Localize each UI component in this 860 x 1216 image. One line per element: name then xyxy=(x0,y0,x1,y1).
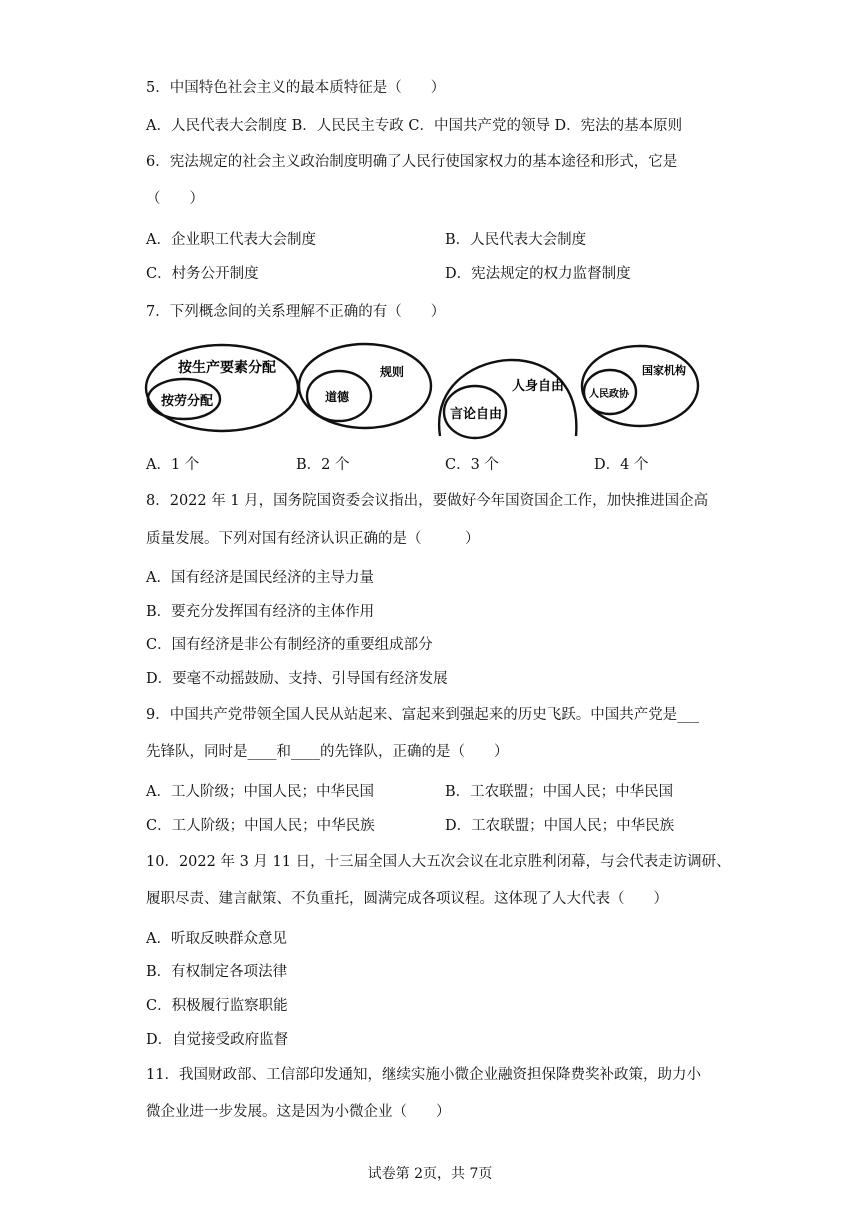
d4-inner-label: 人民政协 xyxy=(589,389,629,400)
q10-stem: 10．2022 年 3 月 11 日，十三届全国人大五次会议在北京胜利闭幕，与会代表走访调研、 xyxy=(146,854,731,870)
q6-stem-cont: （ ） xyxy=(146,191,204,207)
q11-stem-cont: 微企业进一步发展。这是因为小微企业（ ） xyxy=(146,1104,451,1120)
q9-option-b: B．工农联盟；中国人民；中华民国 xyxy=(445,784,674,800)
q6-option-d: D．宪法规定的权力监督制度 xyxy=(445,266,631,282)
q10-option-d: D．自觉接受政府监督 xyxy=(146,1032,289,1048)
q7-option-d: D．4 个 xyxy=(594,457,649,473)
q5-options: A．人民代表大会制度 B．人民民主专政 C．中国共产党的领导 D．宪法的基本原则 xyxy=(146,118,683,134)
q10-option-b: B．有权制定各项法律 xyxy=(146,964,288,980)
concept-relationship-diagram xyxy=(140,342,706,440)
q10-option-a: A．听取反映群众意见 xyxy=(146,931,287,947)
q5-stem: 5．中国特色社会主义的最本质特征是（ ） xyxy=(146,80,446,96)
q6-option-b: B．人民代表大会制度 xyxy=(445,232,587,248)
q7-option-b: B．2 个 xyxy=(296,457,350,473)
d3-inner-label: 言论自由 xyxy=(450,407,503,422)
q7-stem: 7．下列概念间的关系理解不正确的有（ ） xyxy=(146,304,446,320)
q9-stem: 9．中国共产党带领全国人民从站起来、富起来到强起来的历史飞跃。中国共产党是___ xyxy=(146,707,699,723)
d4-outer-label: 国家机构 xyxy=(642,364,686,377)
q8-stem-cont: 质量发展。下列对国有经济认识正确的是（ ） xyxy=(146,531,480,547)
q8-option-a: A．国有经济是国民经济的主导力量 xyxy=(146,570,374,586)
d1-inner-label: 按劳分配 xyxy=(161,394,214,409)
q8-option-d: D．要毫不动摇鼓励、支持、引导国有经济发展 xyxy=(146,671,448,687)
d4-outer-ellipse xyxy=(582,346,698,426)
q8-option-c: C．国有经济是非公有制经济的重要组成部分 xyxy=(146,637,433,653)
q6-option-a: A．企业职工代表大会制度 xyxy=(146,232,316,248)
q10-option-c: C．积极履行监察职能 xyxy=(146,998,288,1014)
q7-option-a: A．1 个 xyxy=(146,457,200,473)
q9-option-d: D．工农联盟；中国人民；中华民族 xyxy=(445,818,675,834)
q6-stem: 6．宪法规定的社会主义政治制度明确了人民行使国家权力的基本途径和形式，它是 xyxy=(146,154,678,170)
q7-option-c: C．3 个 xyxy=(445,457,499,473)
d3-outer-arc xyxy=(439,360,576,436)
q10-stem-cont: 履职尽责、建言献策、不负重托，圆满完成各项议程。这体现了人大代表（ ） xyxy=(146,891,668,907)
q9-option-c: C．工人阶级；中国人民；中华民族 xyxy=(146,818,375,834)
page-footer: 试卷第 2页，共 7页 xyxy=(367,1166,493,1182)
d1-outer-label: 按生产要素分配 xyxy=(178,360,276,376)
q9-stem-cont: 先锋队，同时是____和____的先锋队，正确的是（ ） xyxy=(146,744,509,760)
q11-stem: 11．我国财政部、工信部印发通知，继续实施小微企业融资担保降费奖补政策，助力小 xyxy=(146,1067,701,1083)
q9-option-a: A．工人阶级；中国人民；中华民国 xyxy=(146,784,374,800)
d3-outer-label: 人身自由 xyxy=(512,379,565,394)
d2-outer-label: 规则 xyxy=(380,365,405,379)
d2-inner-label: 道德 xyxy=(325,390,350,404)
q8-stem: 8．2022 年 1 月，国务院国资委会议指出，要做好今年国资国企工作，加快推进国企高 xyxy=(146,493,709,509)
q6-option-c: C．村务公开制度 xyxy=(146,266,259,282)
q8-option-b: B．要充分发挥国有经济的主体作用 xyxy=(146,604,375,620)
